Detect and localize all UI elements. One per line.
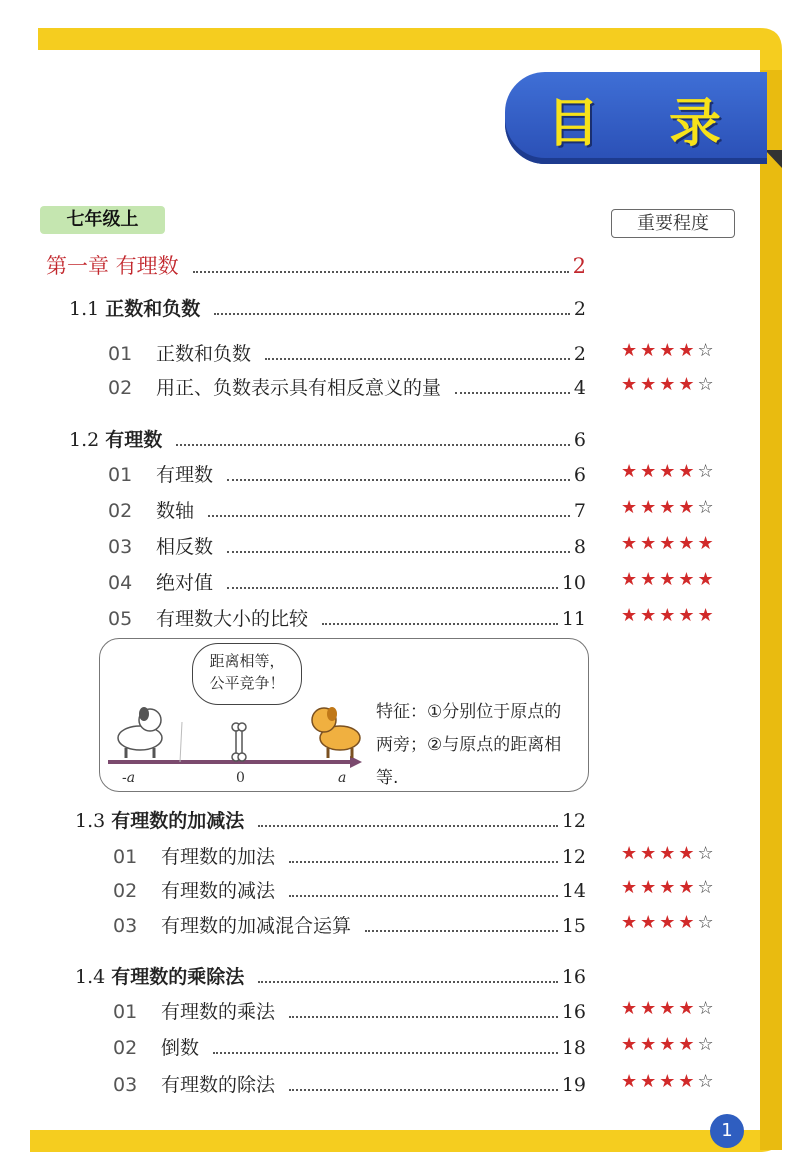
item-page: 10 (561, 572, 586, 594)
filled-stars: ★★★★ (621, 1034, 698, 1055)
filled-stars: ★★★★ (621, 998, 698, 1019)
section-number: 1.2 (69, 429, 100, 451)
filled-stars: ★★★★★ (621, 533, 717, 554)
importance-stars (621, 340, 717, 361)
section-entry[interactable] (69, 294, 586, 321)
item-page: 12 (561, 846, 586, 868)
section-page: 6 (573, 429, 586, 451)
speech-line: 公平竞争！ (209, 674, 285, 692)
filled-stars: ★★★★★ (621, 569, 717, 590)
filled-stars: ★★★★ (621, 843, 698, 864)
importance-stars (621, 533, 717, 554)
item-number: 01 (108, 464, 133, 486)
section-title: 有理数 (105, 429, 163, 451)
item-page: 4 (573, 377, 586, 399)
filled-stars: ★★★★ (621, 374, 698, 395)
empty-star: ☆ (697, 998, 717, 1019)
section-title: 有理数的乘除法 (111, 966, 245, 988)
toc-title-banner (505, 72, 767, 164)
grade-label: 七年级上 (40, 206, 165, 234)
empty-star: ☆ (697, 497, 717, 518)
section-number: 1.3 (75, 810, 106, 832)
item-number: 04 (108, 572, 133, 594)
empty-star: ☆ (697, 340, 717, 361)
item-number: 01 (108, 343, 133, 365)
leader-dots (455, 392, 570, 394)
leader-dots (265, 358, 570, 360)
number-line-drawing (100, 700, 380, 790)
leader-dots (214, 313, 570, 315)
leader-dots (227, 479, 570, 481)
importance-stars (621, 497, 717, 518)
item-page: 18 (561, 1037, 586, 1059)
importance-stars (621, 912, 717, 933)
toc-item[interactable] (108, 568, 586, 595)
leader-dots (227, 587, 558, 589)
item-title: 数轴 (156, 500, 195, 522)
item-number: 03 (113, 1074, 138, 1096)
item-number: 01 (113, 1001, 138, 1023)
item-title: 有理数的加减混合运算 (161, 915, 352, 937)
toc-item[interactable] (113, 1033, 586, 1060)
dog-left-icon (118, 707, 162, 758)
section-entry[interactable] (69, 425, 586, 452)
item-page: 14 (561, 880, 586, 902)
section-title: 正数和负数 (105, 298, 201, 320)
item-title: 用正、负数表示具有相反意义的量 (156, 377, 442, 399)
importance-label: 重要程度 (611, 209, 735, 238)
item-page: 11 (561, 608, 586, 630)
section-title: 有理数的加减法 (111, 810, 245, 832)
item-number: 02 (113, 880, 138, 902)
section-number: 1.1 (69, 298, 100, 320)
importance-stars (621, 877, 717, 898)
page-title: 目 录 (546, 93, 748, 154)
item-title: 有理数大小的比较 (156, 608, 309, 630)
empty-star: ☆ (697, 461, 717, 482)
chapter-title: 第一章 有理数 (46, 254, 179, 278)
leader-dots (227, 551, 570, 553)
toc-item[interactable] (108, 373, 586, 400)
item-title: 有理数 (156, 464, 214, 486)
item-title: 正数和负数 (156, 343, 252, 365)
section-entry[interactable] (75, 962, 586, 989)
leader-dots (176, 444, 570, 446)
item-number: 03 (108, 536, 133, 558)
chapter-entry[interactable] (46, 250, 586, 280)
dog-right-icon (312, 707, 360, 758)
leader-dots (365, 930, 558, 932)
importance-stars (621, 569, 717, 590)
importance-stars (621, 605, 717, 626)
item-page: 19 (561, 1074, 586, 1096)
item-title: 有理数的除法 (161, 1074, 276, 1096)
item-number: 02 (108, 500, 133, 522)
item-title: 有理数的乘法 (161, 1001, 276, 1023)
speech-line: 距离相等， (209, 652, 285, 670)
item-page: 2 (573, 343, 586, 365)
importance-stars (621, 1034, 717, 1055)
axis-label-zero: 0 (236, 770, 245, 786)
toc-item[interactable] (113, 876, 586, 903)
axis-label-a: a (338, 770, 347, 786)
importance-stars (621, 1071, 717, 1092)
toc-item[interactable] (108, 460, 586, 487)
item-number: 02 (113, 1037, 138, 1059)
toc-item[interactable] (113, 911, 586, 938)
item-page: 7 (573, 500, 586, 522)
toc-item[interactable] (108, 339, 586, 366)
importance-stars (621, 998, 717, 1019)
leader-dots (208, 515, 570, 517)
item-number: 03 (113, 915, 138, 937)
item-title: 相反数 (156, 536, 214, 558)
section-page: 2 (573, 298, 586, 320)
item-title: 有理数的加法 (161, 846, 276, 868)
item-title: 绝对值 (156, 572, 214, 594)
toc-item[interactable] (113, 997, 586, 1024)
filled-stars: ★★★★ (621, 877, 698, 898)
item-page: 6 (573, 464, 586, 486)
bone-icon (232, 723, 246, 761)
chapter-page: 2 (572, 254, 586, 278)
toc-item[interactable] (108, 496, 586, 523)
section-entry[interactable] (75, 806, 586, 833)
axis-label-neg-a: -a (122, 770, 136, 786)
toc-item[interactable] (113, 1070, 586, 1097)
item-page: 8 (573, 536, 586, 558)
empty-star: ☆ (697, 1071, 717, 1092)
empty-star: ☆ (697, 843, 717, 864)
section-page: 12 (561, 810, 586, 832)
toc-item[interactable] (108, 604, 586, 631)
speech-bubble (192, 643, 302, 705)
item-page: 15 (561, 915, 586, 937)
importance-stars (621, 843, 717, 864)
leader-dots (258, 981, 558, 983)
filled-stars: ★★★★ (621, 340, 698, 361)
item-number: 02 (108, 377, 133, 399)
filled-stars: ★★★★ (621, 497, 698, 518)
leader-dots (322, 623, 558, 625)
leader-dots (258, 825, 558, 827)
item-number: 05 (108, 608, 133, 630)
section-page: 16 (561, 966, 586, 988)
empty-star: ☆ (697, 912, 717, 933)
filled-stars: ★★★★ (621, 461, 698, 482)
page-number: 1 (710, 1114, 744, 1148)
section-number: 1.4 (75, 966, 106, 988)
item-title: 有理数的减法 (161, 880, 276, 902)
empty-star: ☆ (697, 374, 717, 395)
leader-dots (289, 1089, 558, 1091)
leader-dots (193, 271, 569, 273)
empty-star: ☆ (697, 1034, 717, 1055)
item-title: 倒数 (161, 1037, 200, 1059)
toc-item[interactable] (108, 532, 586, 559)
empty-star: ☆ (697, 877, 717, 898)
filled-stars: ★★★★★ (621, 605, 717, 626)
filled-stars: ★★★★ (621, 912, 698, 933)
toc-item[interactable] (113, 842, 586, 869)
leader-dots (213, 1052, 558, 1054)
leader-dots (289, 861, 558, 863)
feature-description: 特征：①分别位于原点的两旁；②与原点的距离相等. (376, 702, 562, 788)
item-page: 16 (561, 1001, 586, 1023)
leader-dots (289, 1016, 558, 1018)
importance-stars (621, 461, 717, 482)
item-number: 01 (113, 846, 138, 868)
importance-stars (621, 374, 717, 395)
filled-stars: ★★★★ (621, 1071, 698, 1092)
leader-dots (289, 895, 558, 897)
